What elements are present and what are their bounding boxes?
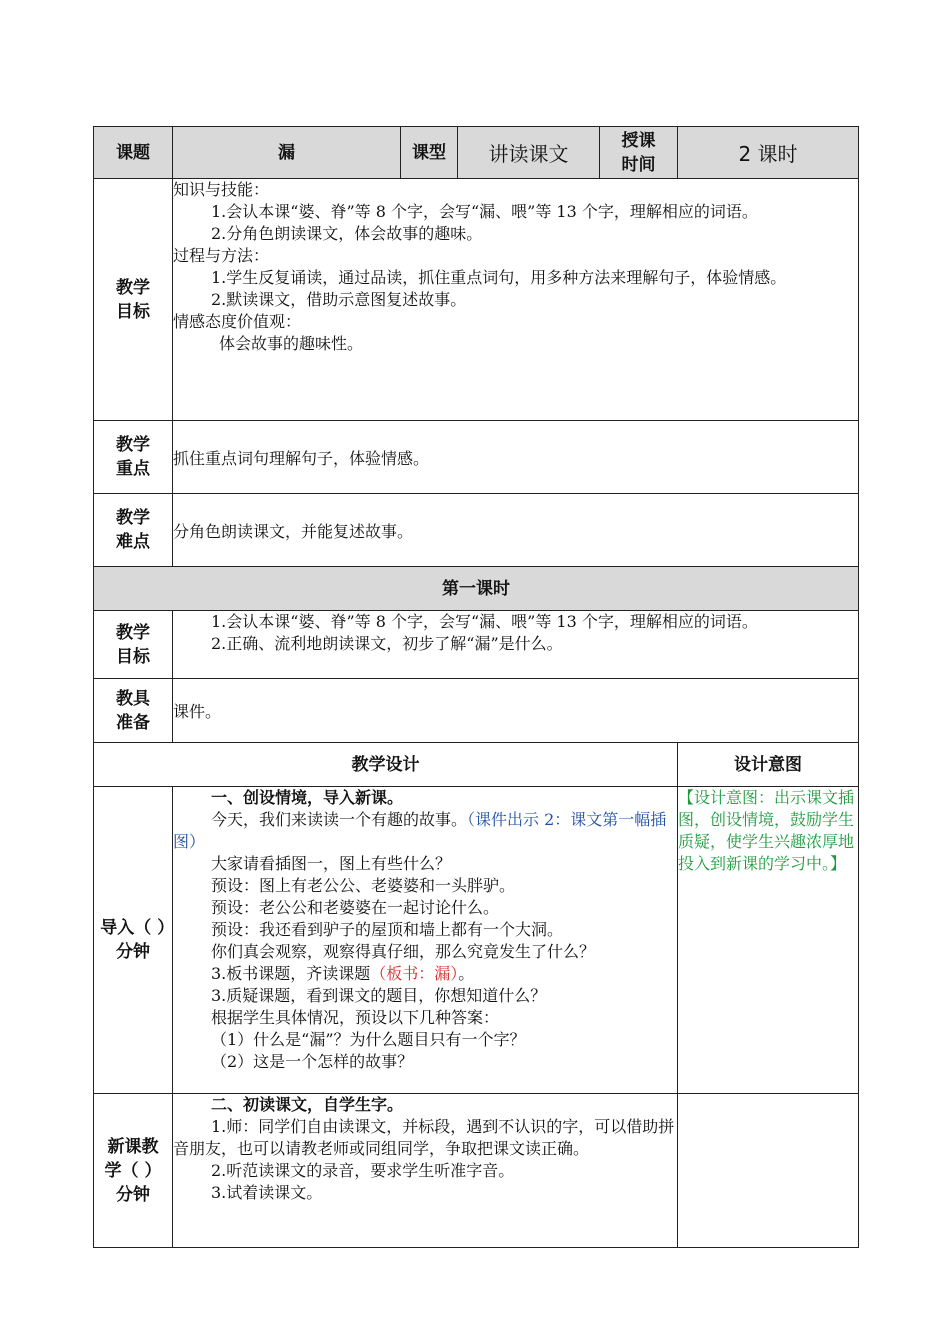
key-points-row: [94, 421, 859, 494]
tools-text: 课件。: [173, 679, 859, 743]
goals-label: 教学目标: [94, 179, 173, 421]
intro-line-5: 预设：我还看到驴子的屋顶和墙上都有一个大洞。: [211, 920, 564, 939]
new-lesson-row: [94, 1094, 859, 1248]
lesson1-goals-row: [94, 611, 859, 679]
design-header-row: [94, 743, 859, 787]
topic-label: 课题: [94, 127, 173, 179]
header-row: [94, 127, 859, 179]
intro-heading: 一、创设情境，导入新课。: [211, 788, 404, 807]
type-label: 课型: [401, 127, 458, 179]
design-header: 教学设计: [94, 743, 678, 787]
new-lesson-label: 新课教学（ ）分钟: [94, 1094, 173, 1248]
intro-line-3: 预设：图上有老公公、老婆婆和一头胖驴。: [211, 876, 516, 895]
lesson1-title: 第一课时: [94, 567, 859, 611]
board-note: （板书：漏）: [370, 964, 459, 983]
intro-line-7: 3.板书课题，齐读课题（板书：漏）。: [211, 964, 475, 983]
lesson1-title-row: [94, 567, 859, 611]
goals-content: [173, 179, 859, 421]
lesson1-goals-label: 教学目标: [94, 611, 173, 679]
new-lesson-intent: [678, 1094, 859, 1248]
intro-row: [94, 787, 859, 1094]
intro-content: [173, 787, 678, 1094]
new-lesson-line-1: 1.师：同学们自由读课文，并标段，遇到不认识的字，可以借助拼音朋友，也可以请教老师或同组同学，争取把课文读正确。: [173, 1117, 675, 1158]
tools-row: [94, 679, 859, 743]
intro-label: 导入（ ）分钟: [94, 787, 173, 1094]
time-value: 2 课时: [678, 127, 859, 179]
goals-row: [94, 179, 859, 421]
intro-line-9: 根据学生具体情况，预设以下几种答案：: [211, 1008, 500, 1027]
intro-line-10: （1）什么是“漏”？为什么题目只有一个字？: [211, 1030, 526, 1049]
lesson-plan-page: [93, 126, 858, 1248]
difficulties-label: 教学难点: [94, 494, 173, 567]
difficulties-row: [94, 494, 859, 567]
emotion-title: 情感态度价值观：: [173, 312, 302, 331]
intro-line-6: 你们真会观察，观察得真仔细，那么究竟发生了什么？: [211, 942, 596, 961]
intro-line-2: 大家请看插图一，图上有些什么？: [211, 854, 452, 873]
process-title: 过程与方法：: [173, 246, 270, 265]
lesson1-goal-2: 2.正确、流利地朗读课文，初步了解“漏”是什么。: [211, 634, 563, 653]
key-points-text: 抓住重点词句理解句子，体验情感。: [173, 421, 859, 494]
intro-line-8: 3.质疑课题，看到课文的题目，你想知道什么？: [211, 986, 547, 1005]
emotion-item-1: 体会故事的趣味性。: [219, 334, 364, 353]
time-label: 授课时间: [600, 127, 678, 179]
lesson1-goals-content: [173, 611, 859, 679]
new-lesson-line-3: 3.试着读课文。: [211, 1183, 323, 1202]
intent-header: 设计意图: [678, 743, 859, 787]
difficulties-text: 分角色朗读课文，并能复述故事。: [173, 494, 859, 567]
intro-line-4: 预设：老公公和老婆婆在一起讨论什么。: [211, 898, 500, 917]
new-lesson-line-2: 2.听范读课文的录音，要求学生听准字音。: [211, 1161, 515, 1180]
intro-line-1: 今天，我们来读读一个有趣的故事。（课件出示 2：课文第一幅插图）: [173, 810, 667, 851]
new-lesson-content: [173, 1094, 678, 1248]
knowledge-item-1: 1.会认本课“婆、脊”等 8 个字，会写“漏、喂”等 13 个字，理解相应的词语。: [211, 202, 758, 221]
process-item-2: 2.默读课文，借助示意图复述故事。: [211, 290, 467, 309]
courseware-note: （课件出示 2：课文第一幅插图）: [173, 810, 667, 851]
process-item-1: 1.学生反复诵读，通过品读，抓住重点词句，用多种方法来理解句子，体验情感。: [211, 268, 787, 287]
topic-value: 漏: [173, 127, 401, 179]
intro-line-11: （2）这是一个怎样的故事？: [211, 1052, 414, 1071]
intro-intent: 【设计意图：出示课文插图，创设情境，鼓励学生质疑，使学生兴趣浓厚地投入到新课的学习中。】: [678, 787, 859, 1094]
knowledge-title: 知识与技能：: [173, 180, 270, 199]
type-value: 讲读课文: [458, 127, 600, 179]
key-points-label: 教学重点: [94, 421, 173, 494]
knowledge-item-2: 2.分角色朗读课文，体会故事的趣味。: [211, 224, 483, 243]
lesson-plan-table: [93, 126, 859, 1248]
new-lesson-heading: 二、初读课文，自学生字。: [211, 1095, 404, 1114]
tools-label: 教具准备: [94, 679, 173, 743]
lesson1-goal-1: 1.会认本课“婆、脊”等 8 个字，会写“漏、喂”等 13 个字，理解相应的词语。: [211, 612, 758, 631]
